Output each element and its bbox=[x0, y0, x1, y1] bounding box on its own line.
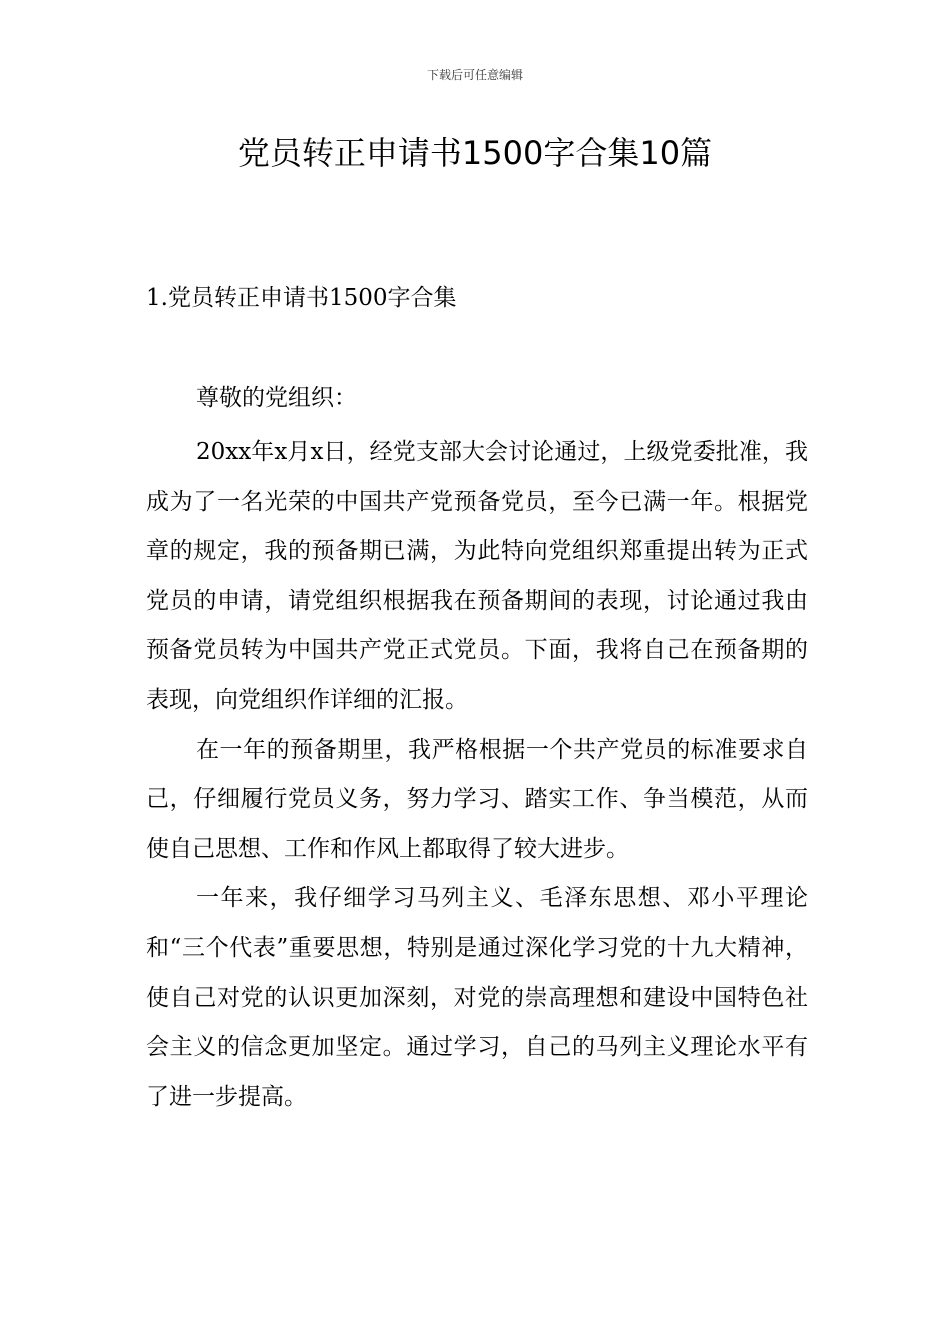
body-text bbox=[146, 428, 808, 1122]
header-note: 下载后可任意编辑 bbox=[426, 68, 523, 82]
document-title: 党员转正申请书1500字合集10篇 bbox=[237, 134, 713, 172]
paragraph: 一年来，我仔细学习马列主义、毛泽东思想、邓小平理论和“三个代表”重要思想，特别是通过深化学习党的十九大精神，使自己对党的认识更加深刻，对党的崇高理想和建设中国特色社会主义的信念更加坚定。通过学习，自己的马列主义理论水平有了进一步提高。 bbox=[146, 885, 808, 1110]
salutation: 尊敬的党组织： bbox=[196, 385, 357, 411]
paragraph: 在一年的预备期里，我严格根据一个共产党员的标准要求自己，仔细履行党员义务，努力学习、踏实工作、争当模范，从而使自己思想、工作和作风上都取得了较大进步。 bbox=[146, 736, 808, 862]
paragraph: 20xx年x月x日，经党支部大会讨论通过，上级党委批准，我成为了一名光荣的中国共产党预备党员，至今已满一年。根据党章的规定，我的预备期已满，为此特向党组织郑重提出转为正式党员的申请，请党组织根据我在预备期间的表现，讨论通过我由预备党员转为中国共产党正式党员。下面，我将自己在预备期的表现，向党组织作详细的汇报。 bbox=[146, 439, 808, 713]
section-heading: 1.党员转正申请书1500字合集 bbox=[146, 285, 457, 311]
